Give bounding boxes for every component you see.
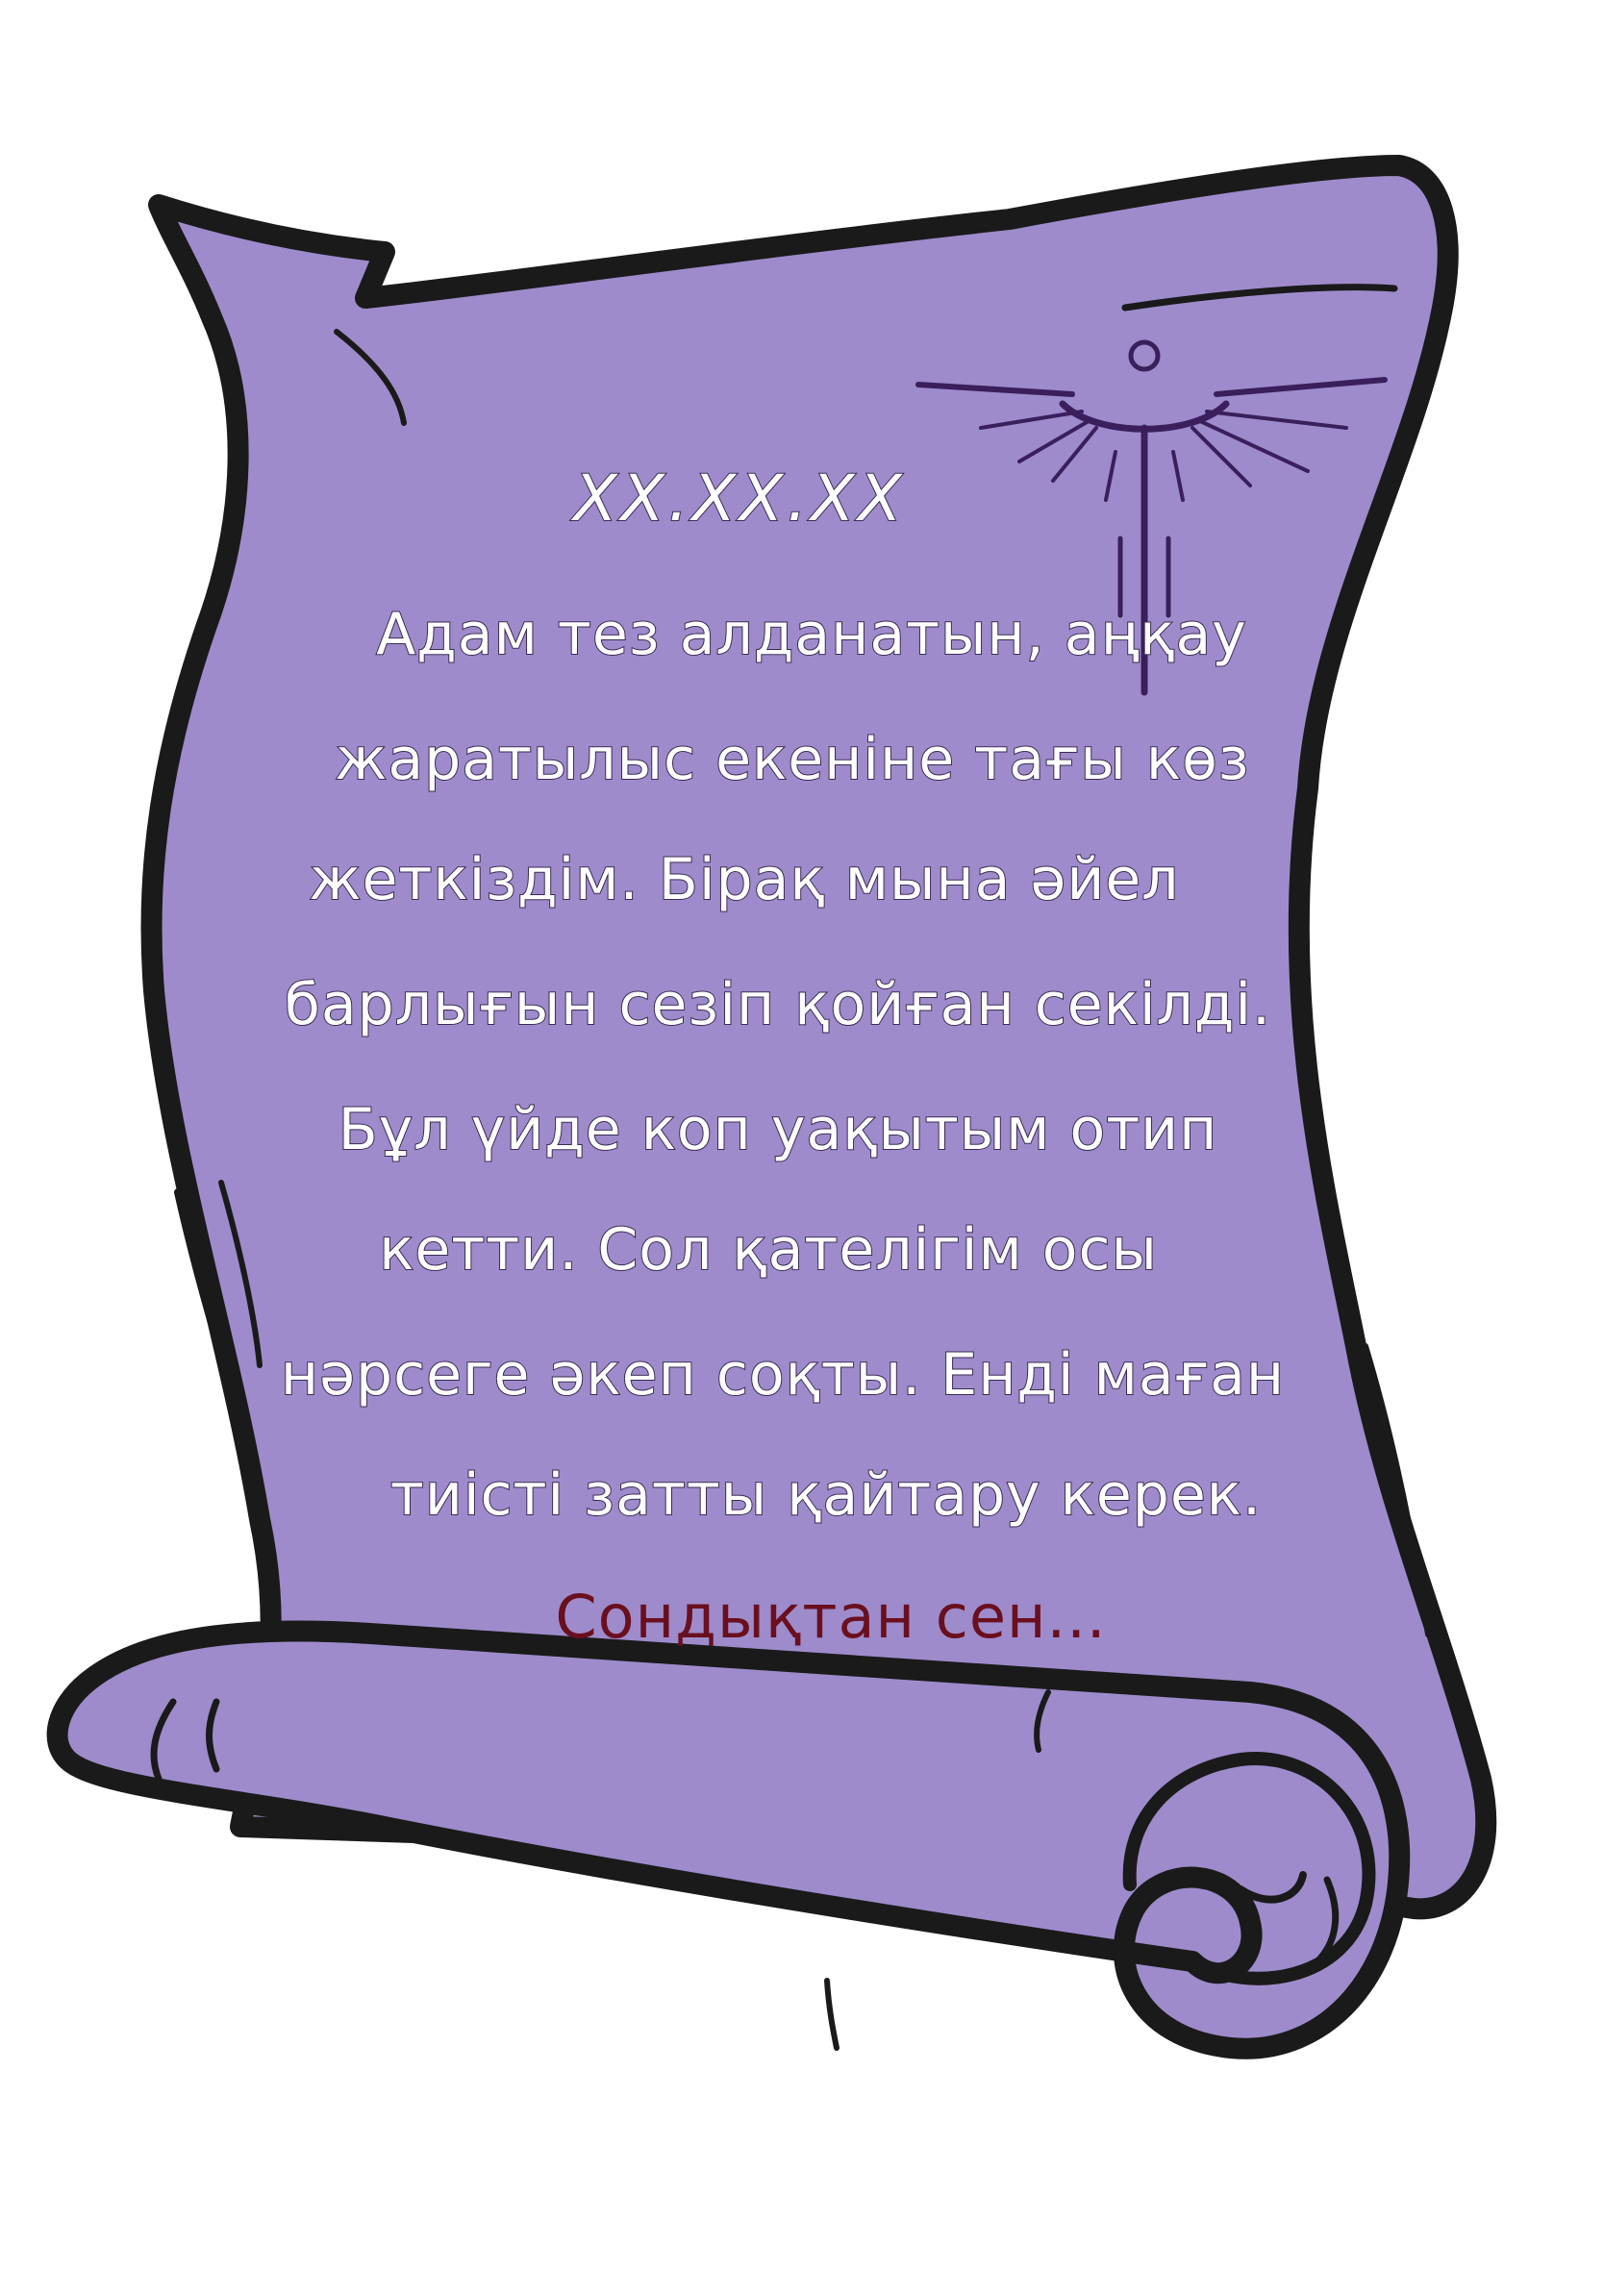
letter-line-6: кетти. Сол қателігім осы: [379, 1216, 1158, 1284]
letter-line-8: тиісті затты қайтару керек.: [389, 1461, 1263, 1529]
letter-line-4: барлығын сезіп қойған секілді.: [284, 971, 1272, 1038]
letter-ending: Сондықтан сен...: [555, 1582, 1107, 1652]
letter-line-1: Адам тез алданатын, аңқау: [376, 601, 1247, 668]
stroke-roll-3: [827, 1981, 837, 2048]
letter-date: XX.XX.XX: [573, 462, 906, 536]
scroll-roll: [58, 1632, 1400, 2049]
letter-line-3: жеткіздім. Бірақ мына әйел: [309, 846, 1180, 913]
letter-line-7: нәрсеге әкеп соқты. Енді маған: [280, 1341, 1286, 1409]
letter-line-2: жаратылыс екеніне тағы көз: [335, 726, 1250, 793]
letter-line-5: Бұл үйде коп уақытым отип: [338, 1096, 1218, 1163]
